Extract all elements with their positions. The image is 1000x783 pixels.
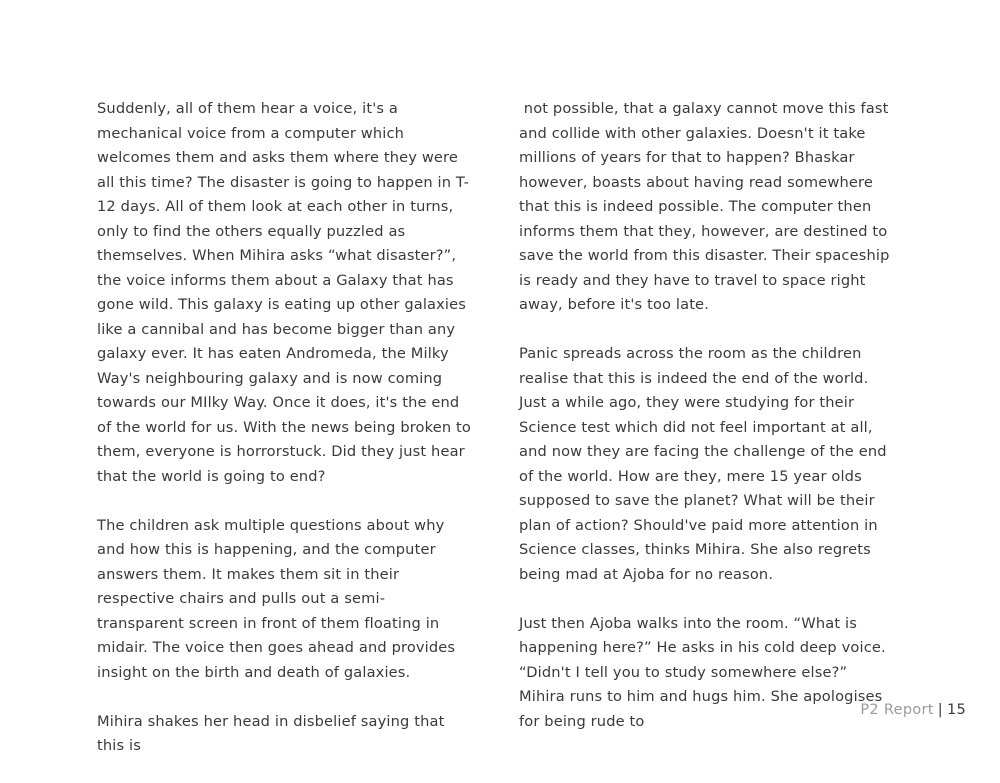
right-text-column [519, 97, 895, 759]
paragraph: Just then Ajoba walks into the room. “What is happening here?” He asks in his cold deep voice. “Didn't I tell you to study somewhere else?” Mihira runs to him and hugs him. She apologises for being rude to [519, 614, 886, 730]
page-number: 15 [946, 702, 966, 718]
report-label: P2 Report [860, 702, 934, 718]
paragraph: not possible, that a galaxy cannot move this fast and collide with other galaxies. Doesn't it take millions of years for that to happen? Bhaskar however, boasts about having read somewhere that this is indeed possible. The computer then informs them that they, however, are destined to save the world from this disaster. Their spaceship is ready and they have to travel to space right away, before it's too late. [519, 100, 895, 313]
paragraph: The children ask multiple questions about why and how this is happening, and the computer answers them. It makes them sit in their respective chairs and pulls out a semi- transparent screen in front of them floating in midair. The voice then goes ahead and provides insight on the birth and death of galaxies. [97, 516, 456, 681]
footer-separator: | [937, 702, 943, 718]
paragraph: Mihira shakes her head in disbelief saying that this is [97, 712, 445, 754]
paragraph: Panic spreads across the room as the children realise that this is indeed the end of the world. Just a while ago, they were studying for their Science test which did not feel important at all, and now they are facing the challenge of the end of the world. How are they, mere 15 year olds supposed to save the planet? What will be their plan of action? Should've paid more attention in Science classes, thinks Mihira. She also regrets being mad at Ajoba for no reason. [519, 345, 887, 583]
page-footer [860, 700, 966, 720]
paragraph: Suddenly, all of them hear a voice, it's a mechanical voice from a computer which welcomes them and asks them where they were all this time? The disaster is going to happen in T-12 days. All of them look at each other in turns, only to find the others equally puzzled as themselves. When Mihira asks “what disaster?”, the voice informs them about a Galaxy that has gone wild. This galaxy is eating up other galaxies like a cannibal and has become bigger than any galaxy ever. It has eaten Andromeda, the Milky Way's neighbouring galaxy and is now coming towards our MIlky Way. Once it does, it's the end of the world for us. With the news being broken to them, everyone is horrorstuck. Did they just hear that the world is going to end? [97, 100, 471, 485]
left-text-column [97, 97, 473, 783]
